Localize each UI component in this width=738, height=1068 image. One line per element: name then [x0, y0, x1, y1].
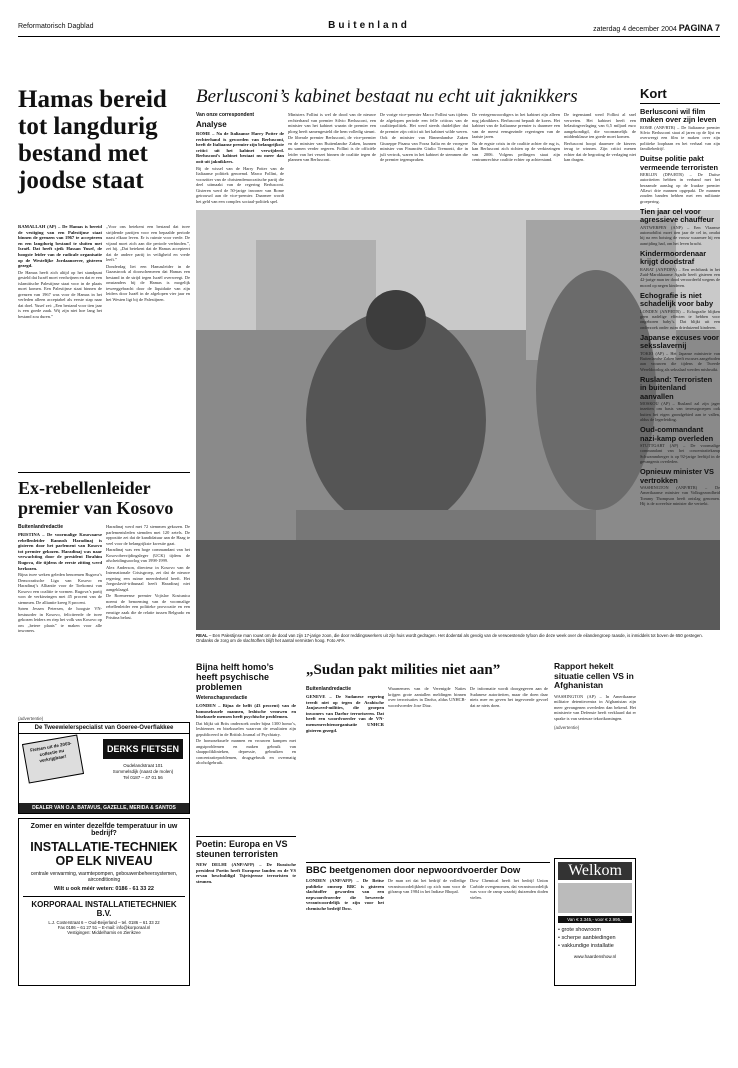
hamas-para-2: „Voor ons betekent een bestand dat twee strijdende partijen voor een bepaalde periode naast elkaar leven. Er is ruimte voor vrede. De vijand moet zich aan die periode verbinden.”, zei hij. „Dat betekent dat de Hamas accepteert dat de andere partij in veiligheid en vrede leeft.”	[106, 224, 190, 262]
kort-item	[640, 208, 720, 246]
sudan-col3	[470, 686, 548, 709]
welkom-headline: Welkom	[558, 862, 632, 880]
hamas-col1	[18, 224, 102, 320]
sudan-col2	[388, 686, 466, 709]
psych-para-1: Dat blijkt uit Brits onderzoek onder bijna 1300 homo’s, lesbiennes en biseksuelen waarvan de resultaten zijn gepubliceerd in de British Journal of Psychiatry.	[196, 720, 296, 737]
hamas-rule	[18, 472, 190, 473]
installatie-cta[interactable]: Wilt u ook méér weten: 0186 - 61 33 22	[54, 886, 154, 892]
kosovo-col2	[106, 524, 190, 622]
installatie-company: KORPORAAL INSTALLATIETECHNIEK B.V.	[23, 896, 185, 918]
welkom-feature: • scherpe aanbiedingen	[558, 935, 616, 941]
psych-byline: Wetenschapsredactie	[196, 695, 248, 701]
kosovo-headline: Ex-rebellenleider premier van Kosovo	[18, 478, 174, 518]
bbc-col3	[470, 878, 548, 901]
derks-sticker: Fietsen uit de 2003-collectie nu verkrijgbaar!	[22, 734, 84, 783]
bbc-headline: BBC beetgenomen door nepwoordvoerder Dow	[306, 862, 550, 876]
kosovo-article	[18, 478, 190, 518]
kort-item-body: TOKIO (AP) – Het Japanse ministerie van Buitenlandse Zaken heeft excuses aangeboden aan vrouwen die tijdens de Tweede Wereldoorlog als seksslaaf werden misbruikt.	[640, 350, 720, 372]
kort-item-body: BERLIJN (DPA/RTR) – De Duitse autoriteiten hebben in verband met het beraamde aanslag op de Iraakse premier Allawi drie mannen opgepakt. De mannen zouden banden hebben met een militante groepering.	[640, 172, 720, 204]
berlusconi-byline: Van onze correspondent	[196, 112, 255, 118]
kort-item-title: Berlusconi wil film maken over zijn leven	[640, 107, 717, 125]
poetin-headline: Poetin: Europa en VS steunen terroristen	[196, 836, 296, 859]
poetin-article	[196, 836, 296, 885]
berlusconi-para-2: Ministers Follini is wel de dood van de nieuwe rechterhand van premier Silvio Berlusconi, een minister van het kabinet waarin de premier een ploeg heeft samengesteld die hem volledig steunt.	[288, 112, 376, 134]
kosovo-para-4: Haradinaj was een hoge commandant van het Kosovobevrijdingsleger (UCK) tijdens de afscheidingsoorlog van 1998-1999.	[106, 547, 190, 563]
kort-item-title: Oud-commandant nazi-kamp overleden	[640, 425, 714, 443]
kort-item	[640, 108, 720, 151]
poetin-lead: NEW DELHI (ANP/AFP) – De Russische president Poetin heeft Europese landen en de VS ervan beschuldigd Tsjetsjeense terroristen te steunen.	[196, 862, 296, 884]
kosovo-para-5: Alex Anderson, directeur in Kosovo van de Internationale Crisisgroep, zei dat de nieuwe regering een ruime meerderheid heeft. Het Joegoslavië-tribunaal heeft Haradinaj niet aangeklaagd.	[106, 564, 190, 592]
hamas-article	[18, 86, 190, 194]
installatie-fax: Fax 0186 – 61 27 51 – E-mail: info@korporaal.nl	[57, 925, 151, 930]
derks-ad[interactable]	[18, 722, 190, 814]
bbc-col1	[306, 878, 384, 913]
berlusconi-lead: ROME – Na de Italiaanse Harry Potter de rechterhand is geworden van Berlusconi, heeft de Italiaanse premier zijn belangrijkste critici uit het kabinet verwijderd. Berlusconi’s kabinet bestaat nu meer dan ooit uit jaknikkers.	[196, 131, 284, 164]
kort-item-title: Echografie is niet schadelijk voor baby	[640, 290, 714, 309]
kort-item-body: RABAT (ANP/DPA) – Een rechtbank in het Zuid-Marokkaanse Agadir heeft gisteren een 42-jarige man ter dood veroordeeld wegens de moord op negen kinderen.	[640, 266, 720, 288]
installatie-address: L.J. Costerstraat 6 – Oud-Beijerland – tel. 0186 – 61 33 22	[48, 920, 160, 925]
berlusconi-col3	[380, 112, 468, 164]
paper-name: Reformatorisch Dagblad	[18, 23, 94, 30]
berlusconi-col1	[196, 112, 284, 205]
welkom-feature: • vakkundige installatie	[558, 943, 614, 949]
section-title: Buitenland	[328, 20, 410, 31]
kosovo-para-1: Bijna twee weken geleden benoemen Rugova’s Democratische Liga van Kosovo en Haradinaj’s Alliantie voor de Toekomst van Kosovo een coalitie te vormen. Rugova’s partij won de verkiezingen met 45 procent van de stemmen. De alliantie kreeg 8 procent.	[18, 572, 102, 605]
kosovo-col1	[18, 524, 102, 635]
afghan-headline: Rapport hekelt situatie cellen VS in Afghanistan	[554, 661, 634, 690]
kort-item-body: WASHINGTON (ANP/RTR) – De Amerikaanse minister van Volksgezondheid Tommy Thompson heeft ontslag genomen. Hij is de zoveelste minister die vertrekt.	[640, 485, 720, 506]
kort-item-body: ANTWERPEN (ANP) – Een Vlaamse automobilist moet tien jaar de cel in, omdat hij na een botsing de vrouw waarmee hij een aanrijding had, om het leven bracht.	[640, 224, 720, 246]
kort-item-title: Japanse excuses voor seksslavernij	[640, 332, 719, 351]
page-date: zaterdag 4 december 2004 PAGINA 7	[593, 23, 720, 33]
psych-headline: Bijna helft homo’s heeft psychische problemen	[196, 662, 274, 692]
berlusconi-para-5: Ook de minister van Binnenlandse Zaken Giuseppe Pisanu van Forza Italia en de vroegere minister van Financiën Giulio Tremonti, die in juli vertrok, waren in het kabinet de stemmen die de premier tegenspraken.	[380, 135, 468, 162]
berlusconi-headline: Berlusconi’s kabinet bestaat nu echt uit jaknikkers	[196, 86, 578, 107]
berlusconi-para-9: Berlusconi hoopt daarmee de kiezers terug te winnen. Zijn critici menen echter dat de begroting de verlaging niet kan dragen.	[564, 140, 636, 162]
sudan-lead: GENEVE – De Sudanese regering treedt niet op tegen de Arabische Janjaweed-milities, die groepen inwoners van Darfur terroriseren. Dat heeft een woordvoerder van de VN-mensenrechtenorganisatie UNHCR gisteren gezegd.	[306, 694, 384, 733]
kosovo-ad-label: (advertentie)	[18, 716, 44, 721]
hamas-col2	[106, 224, 190, 303]
derks-header: De Tweewielerspecialist van Goeree-Overflakkee	[19, 723, 189, 734]
installatie-ad[interactable]	[18, 818, 190, 986]
kort-item	[640, 292, 720, 330]
berlusconi-para-1: Bij de wissel van de Harry Potter van de Italiaanse politiek genoemd. Marco Follini, de voorzitter van de christendemocratische partij die deel uitmaakt van de regering Berlusconi. Gisteren werd de 50-jarige inwoner van Rome getrouwd aan de vice-premier. Daarmee wordt het geld van een complex sociaal-politiek spel.	[196, 165, 284, 204]
kort-sidebar	[640, 86, 720, 506]
kosovo-lead: PRISTINA – De voormalige Kosovaarse rebellenleider Ramush Haradinaj is gisteren door het parlement van Kosovo tot premier gekozen. Haradinaj was naar verwachting door de president Ibrahim Rugova, die tijdens de eerste zitting werd herkozen.	[18, 532, 102, 571]
derks-city: Sommelsdijk (naast de molen)	[112, 769, 174, 774]
berlusconi-para-4: De vorige vice-premier Marco Follini was tijdens de afgelopen periode een felle criticus van de coalitiepolitiek. Het werd steeds duidelijker dat de premier zijn critici uit het kabinet wilde weren.	[380, 112, 468, 134]
installatie-headline: INSTALLATIE-TECHNIEK OP ELK NIVEAU	[30, 840, 178, 868]
fireplace-image	[558, 883, 632, 913]
derks-footer: DEALER VAN O.A. BATAVUS, GAZELLE, MERIDA & SANTOS	[19, 803, 189, 813]
berlusconi-col4	[472, 112, 560, 164]
welkom-feature: • grote showroom	[558, 927, 601, 933]
kort-title: Kort	[640, 86, 720, 104]
berlusconi-para-8: De tegenstand werd Follini al snel verweten. Het kabinet heeft een belastingverlaging van 6,5 miljard euro aangekondigd, die voornamelijk de middenklasse ten goede moet komen.	[564, 112, 636, 139]
kosovo-para-2: Søren Jessen Petersen, de hoogste VN-bestuurder in Kosovo, feliciteerde de twee gekozen leiders en riep het volk van Kosovo op om „betere plaats” te maken voor alle inwoners.	[18, 606, 102, 634]
installatie-top: Zomer en winter dezelfde temperatuur in uw bedrijf?	[30, 823, 178, 837]
sudan-article	[306, 662, 550, 679]
afghan-ad-label: (advertentie)	[554, 725, 580, 730]
kort-item	[640, 334, 720, 372]
hamas-lead: RAMALLAH (AP) – De Hamas is bereid de vestiging van een Palestijnse staat binnen de grenzen van 1967 te accepteren en een langdurig bestand te sluiten met Israël. Dat heeft sjeik Hassan Yusef, de hoogste leider van de radicale organisatie op de Westelijke Jordaanoever, gisteren gezegd.	[18, 224, 102, 269]
kort-item	[640, 250, 720, 288]
kort-item-body: STUTTGART (AP) – De voormalige commandant van het concentratiekamp Schwammberger is op 92-jarige leeftijd in de gevangenis overleden.	[640, 443, 720, 464]
berlusconi-section: Analyse	[196, 120, 227, 129]
kort-item-title: Tien jaar cel voor agressieve chauffeur	[640, 206, 714, 225]
kort-item	[640, 426, 720, 464]
berlusconi-para-7: Nu de ergste crisis in de coalitie achter de rug is, kan Berlusconi zich richten op de verkiezingen van 2006. Volgens peilingen staat zijn centrumrechtse coalitie echter op achterstand.	[472, 140, 560, 162]
berlusconi-para-6: De vertegenwoordigers in het kabinet zijn alleen nog jaknikkers. Berlusconi bepaalt de koers. Het kabinet van de Italiaanse premier is daarmee een van de meest eensgezinde regeringen van de laatste jaren.	[472, 112, 560, 139]
bbc-para-1: De man zei dat het bedrijf de volledige verantwoordelijkheid op zich nam voor de giframp van 1984 in het Indiase Bhopal.	[388, 878, 466, 894]
kosovo-para-6: De Roemeense premier Vojislav Kostunica noemt de benoeming van de voormalige rebellenleider een politieke provocatie en een ernstige zaak die de relatie tussen Belgrado en Pristina belast.	[106, 593, 190, 620]
afghan-lead: WASHINGTON (AP) – In Amerikaanse militaire detentiecentra in Afghanistan zijn meer gevangenen overleden dan bekend. Het ministerie van Defensie heeft verklaard dat er sprake is van serieuze tekortkomingen.	[554, 693, 636, 721]
psych-article	[196, 662, 296, 767]
kort-item-title: Rusland: Terroristen in buitenland aanvallen	[640, 374, 713, 401]
welkom-feature-list	[558, 926, 632, 950]
photo-caption: REAL – Een Palestijnse man rouwt om de dood van zijn 17-jarige zoon, die door reddingswerkers uit zijn huis wordt gedragen. Het dodental als gevolg van de verwoestende tyfoon die deze week over de eilandengroep raasde, is inmiddels tot boven de 650 gestegen. Ondanks de zorg om de slachtoffers blijft het aantal vermisten hoog. Foto AFA	[196, 633, 703, 644]
bbc-para-2: Dow Chemical heeft het bedrijf Union Carbide overgenomen, dat verantwoordelijk was voor de ramp waarbij duizenden doden vielen.	[470, 878, 548, 900]
kort-item	[640, 155, 720, 204]
kosovo-para-3: Haradinaj werd met 72 stemmen gekozen. De parlementsleden stemden met 120 zetels. De oppositie zei dat de kandidatuur aan de Haag te veel voor de belangrijkste kwestie gaat.	[106, 524, 190, 546]
berlusconi-headline-box	[196, 86, 664, 108]
hamas-para-3: Donderdag liet een Hamasleider in de Gazastrook al doorschemeren dat Hamas een bestand in de strijd tegen Israël overweegt. De omstanders bij de Hamas is mogelijk teweeggebracht door de liquidatie van zijn leiders door Israël in de afgelopen vier jaar en het Westen ligt bij de Palestijnen.	[106, 263, 190, 302]
bbc-lead: LONDEN (ANP/AFP) – De Britse publieke omroep BBC is gisteren slachtoffer geworden van een nepwoordvoerder die beweerde verantwoordelijk te zijn voor het chemische bedrijf Dow.	[306, 878, 384, 911]
kort-item-title: Opnieuw minister VS vertrokken	[640, 467, 714, 485]
sudan-byline: Buitenlandredactie	[306, 686, 352, 692]
derks-brand: DERKS FIETSEN	[103, 739, 183, 759]
berlusconi-para-3: De liberale premier Berlusconi, de vice-premier en de minister van Buitenlandse Zaken, kunnen nu samen verder regeren. Follini is de officiële leider van het verzet binnen de coalitie tegen de plannen van Berlusconi.	[288, 135, 376, 162]
derks-address-block	[103, 763, 183, 781]
kort-item-body: LONDEN (ANP/RTR) – Echografie blijken geen nadelige effecten te hebben voor ongeboren baby’s. Dat blijkt uit een onderzoek onder ruim drieduizend kinderen.	[640, 308, 720, 330]
masthead	[18, 20, 720, 34]
kort-item	[640, 376, 720, 422]
hamas-para-1: De Hamas heeft zich altijd op het standpunt gesteld dat Israël moet verdwijnen en dat er een islamitische Palestijnse staat voor in de plaats moet komen. Een Palestijnse staat binnen de grenzen van 1967 was voor de Hamas in het verleden alleen acceptabel als eerste stap naar dat doel. Yusef zei: „Een bestand voor tien jaar is een goede zaak. Wij zijn niet hoe lang het bestand zou duren.”	[18, 269, 102, 319]
hamas-headline: Hamas bereid tot langdurig bestand met joodse staat	[18, 86, 167, 194]
sudan-col1	[306, 686, 384, 734]
welkom-ad[interactable]	[554, 858, 636, 986]
sudan-para-2: De informatie wordt doorgegeven aan de Sudanese autoriteiten, maar die doen daar niets mee en geven het ingevoerde gevoel dat ze niets doen.	[470, 686, 548, 708]
kosovo-byline: Buitenlandredactie	[18, 524, 64, 530]
berlusconi-col5	[564, 112, 636, 164]
kort-item-title: Kindermoordenaar krijgt doodstraf	[640, 248, 707, 267]
psych-lead: LONDEN – Bijna de helft (43 procent) van de homoseksuele mannen, lesbische vrouwen en biseksuele mensen heeft psychische problemen.	[196, 703, 296, 720]
installatie-branch: Vestigingen: Middelharnis en Zierikzee	[67, 930, 141, 935]
kort-item-body: ROME (ANP/RTR) – De Italiaanse premier Silvio Berlusconi staat al jaren op de lijst en overweegt een film te maken over zijn politieke loopbaan en het verhaal van zijn familiebedrijf.	[640, 124, 720, 151]
derks-address: Oudelandstraat 101	[123, 763, 163, 768]
masthead-rule	[18, 36, 720, 37]
kort-item-title: Duitse politie pakt vermeende terroristen	[640, 154, 719, 172]
bbc-col2	[388, 878, 466, 896]
sudan-para-1: Waarnemers van de Verenigde Naties krijgen grote aantallen meldingen binnen over terrorisaties in Darfur, aldus UNHCR-woordvoerder Jose Diaz.	[388, 686, 466, 708]
sudan-headline: „Sudan pakt milities niet aan”	[306, 662, 501, 678]
psych-para-2: De homoseksuele mannen en vrouwen kampen met angstproblemen en maken gebruik van slaappoliklinieken, depressie, gebruiken en concentratieproblemen, drugsgebruik en overmatig alcoholgebruik.	[196, 738, 296, 766]
derks-phone: Tel 0187 – 47 01 56	[123, 775, 163, 780]
berlusconi-col2	[288, 112, 376, 164]
installatie-subline: centrale verwarming, warmtepompen, gebouwenbeheersystemen, airconditioning	[30, 871, 178, 883]
welkom-price: Van € 3.345,- voor € 2.995,-	[558, 916, 632, 923]
bbc-article	[306, 862, 550, 876]
welkom-url[interactable]: www.haardenshow.nl	[573, 954, 617, 959]
kort-item	[640, 468, 720, 506]
kort-item-body: MOSKOU (AP) – Rusland zal zijn jager inzetten om basis van terreurgroepen ook buiten het eigen grondgebied aan te vallen, aldus de legerleiding.	[640, 401, 720, 422]
afghan-article	[554, 662, 636, 730]
